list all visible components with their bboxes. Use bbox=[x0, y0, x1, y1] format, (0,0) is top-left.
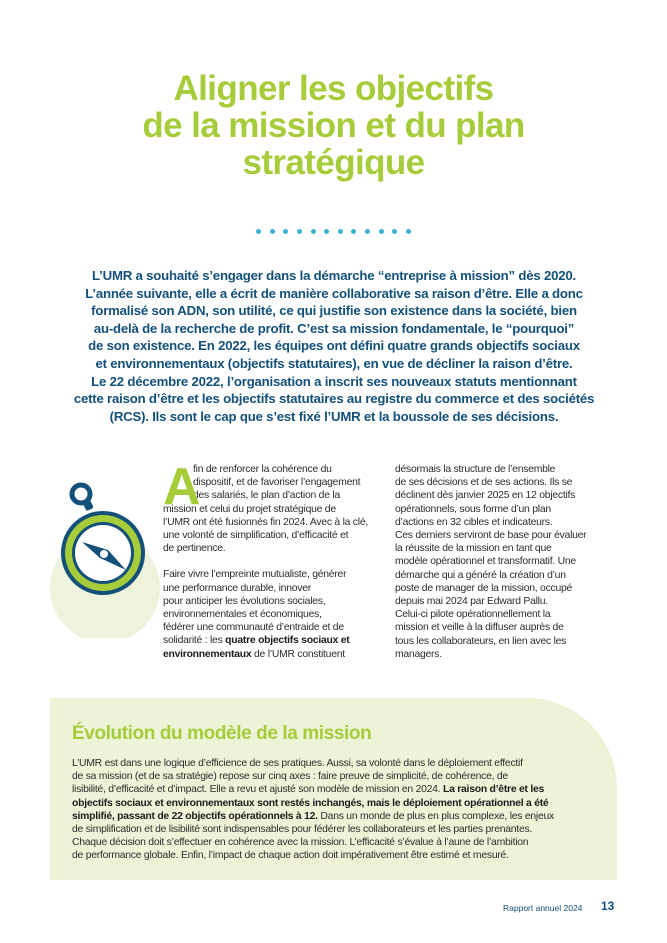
text-line bbox=[163, 648, 388, 661]
text-line: Celui-ci pilote opérationnellement la bbox=[395, 609, 551, 621]
title-line: Aligner les objectifs bbox=[173, 69, 494, 108]
intro-line: Le 22 décembre 2022, l’organisation a inscrit ses nouveaux statuts mentionnant bbox=[91, 373, 577, 389]
separator-dot bbox=[365, 229, 370, 234]
bold-run: environnementaux bbox=[163, 648, 252, 660]
text-line: désormais la structure de l’ensemble bbox=[395, 464, 556, 475]
drop-cap: A bbox=[163, 458, 201, 516]
text-line: Chaque décision doit s’effectuer en cohérence avec la mission. L’efficacité s’évalue à l’aune de l’ambition bbox=[72, 837, 529, 849]
compass-pivot bbox=[100, 550, 108, 558]
text-line: démarche qui a généré la création d’un bbox=[395, 569, 566, 581]
dotted-separator bbox=[0, 229, 667, 234]
separator-dot bbox=[406, 229, 411, 234]
text-line: de simplification et de lisibilité sont indispensables pour fédérer les collaborateurs et les parties prenantes. bbox=[72, 824, 533, 836]
text-line: fin de renforcer la cohérence du bbox=[193, 464, 332, 475]
separator-dot bbox=[270, 229, 275, 234]
text-line: modèle opérationnel et transformatif. Une bbox=[395, 556, 576, 568]
intro-line: formalisé son ADN, son utilité, ce qui justifie son existence dans la société, bien bbox=[91, 303, 577, 319]
text-line: déclinent dès janvier 2025 en 12 objectifs bbox=[395, 490, 576, 502]
separator-dot bbox=[379, 229, 384, 234]
bold-run: quatre objectifs sociaux et bbox=[225, 635, 350, 647]
separator-dot bbox=[392, 229, 397, 234]
text-line bbox=[72, 810, 612, 823]
text-line: de performance globale. Enfin, l’impact de chaque action doit impérativement être estimé et mesuré. bbox=[72, 850, 509, 862]
text-line: tous les collaborateurs, en lien avec les bbox=[395, 635, 567, 647]
text-run: lisibilité, d’efficacité et d’impact. Elle a revu et ajusté son modèle de mission en 2024. bbox=[72, 784, 443, 796]
intro-line: de son existence. En 2022, les équipes ont défini quatre grands objectifs sociaux bbox=[88, 338, 580, 354]
separator-dot bbox=[351, 229, 356, 234]
text-line: opérationnels, sous forme d’un plan bbox=[395, 503, 551, 515]
body-column-left bbox=[163, 458, 388, 661]
text-line: mission et celui du projet stratégique de bbox=[163, 503, 336, 515]
box-heading: Évolution du modèle de la mission bbox=[72, 723, 372, 744]
text-line: pour anticiper les évolutions sociales, bbox=[163, 595, 326, 607]
text-line: managers. bbox=[395, 648, 442, 660]
text-line: poste de manager de la mission, occupé bbox=[395, 582, 573, 594]
intro-line: L’UMR a souhaité s’engager dans la démarche “entreprise à mission” dès 2020. bbox=[92, 268, 576, 283]
text-line: la réussite de la mission en tant que bbox=[395, 543, 552, 555]
bold-run: simplifié, passant de 22 objectifs opérationnels à 12. bbox=[72, 810, 318, 822]
text-line: une performance durable, innover bbox=[163, 582, 311, 594]
body-column-right bbox=[395, 463, 625, 661]
text-line bbox=[72, 797, 612, 810]
footer-label: Rapport annuel 2024 bbox=[503, 903, 583, 913]
text-line: environnementales et économiques, bbox=[163, 609, 322, 621]
text-line: de ses décisions et de ses actions. Ils se bbox=[395, 477, 573, 489]
title-line: de la mission et du plan bbox=[142, 106, 525, 145]
page-number: 13 bbox=[601, 899, 615, 913]
text-line bbox=[163, 634, 388, 647]
compass-icon bbox=[50, 478, 170, 638]
separator-dot bbox=[311, 229, 316, 234]
mission-evolution-box bbox=[50, 698, 617, 880]
separator-dot bbox=[338, 229, 343, 234]
text-line: Faire vivre l’empreinte mutualiste, générer bbox=[163, 569, 347, 581]
text-line: de sa mission (et de sa stratégie) repose sur cinq axes : faire preuve de simplicité, de cohérence, de bbox=[72, 771, 508, 783]
text-line: depuis mai 2024 par Edward Pallu. bbox=[395, 596, 548, 608]
intro-line: L’année suivante, elle a écrit de manière collaborative sa raison d’être. Elle a donc bbox=[85, 285, 583, 301]
text-run: de l’UMR constituent bbox=[251, 648, 345, 660]
text-line: l’UMR ont été fusionnés fin 2024. Avec à la clé, bbox=[163, 516, 368, 528]
text-line: L’UMR est dans une logique d’efficience de ses pratiques. Aussi, sa volonté dans le déploiement effectif bbox=[72, 758, 523, 769]
bold-run: La raison d’être et les bbox=[442, 784, 545, 796]
text-line: des salariés, le plan d’action de la bbox=[193, 490, 340, 502]
separator-dot bbox=[297, 229, 302, 234]
bold-run: objectifs sociaux et environnementaux sont restés inchangés, mais le déploiement opérationnel a été bbox=[72, 797, 549, 809]
text-line: de pertinence. bbox=[163, 543, 226, 555]
text-line: une volonté de simplification, d’efficacité et bbox=[163, 530, 349, 542]
text-line: fédérer une communauté d’entraide et de bbox=[163, 622, 344, 634]
intro-line: cette raison d’être et les objectifs statutaires au registre du commerce et des sociétés bbox=[73, 391, 595, 407]
text-line: dispositif, et de favoriser l’engagement bbox=[193, 477, 361, 489]
text-run: Dans un monde de plus en plus complexe, les enjeux bbox=[317, 810, 554, 822]
intro-line: et environnementaux (objectifs statutaires), en vue de décliner la raison d’être. bbox=[95, 355, 573, 371]
box-text bbox=[72, 757, 612, 863]
intro-paragraph bbox=[38, 267, 630, 425]
title-line: stratégique bbox=[242, 143, 425, 182]
intro-line: (RCS). Ils sont le cap que s’est fixé l’UMR et la boussole de ses décisions. bbox=[109, 408, 559, 424]
page-title bbox=[0, 70, 667, 181]
text-line: d’actions en 32 cibles et indicateurs. bbox=[395, 516, 553, 528]
text-line bbox=[72, 783, 612, 796]
text-line: mission et veille à la diffuser auprès de bbox=[395, 622, 564, 634]
separator-dot bbox=[324, 229, 329, 234]
intro-line: au-delà de la recherche de profit. C’est sa mission fondamentale, le “pourquoi” bbox=[93, 320, 575, 336]
text-run: solidarité : les bbox=[163, 635, 226, 647]
separator-dot bbox=[283, 229, 288, 234]
text-line: Ces derniers serviront de base pour évaluer bbox=[395, 530, 587, 542]
separator-dot bbox=[256, 229, 261, 234]
